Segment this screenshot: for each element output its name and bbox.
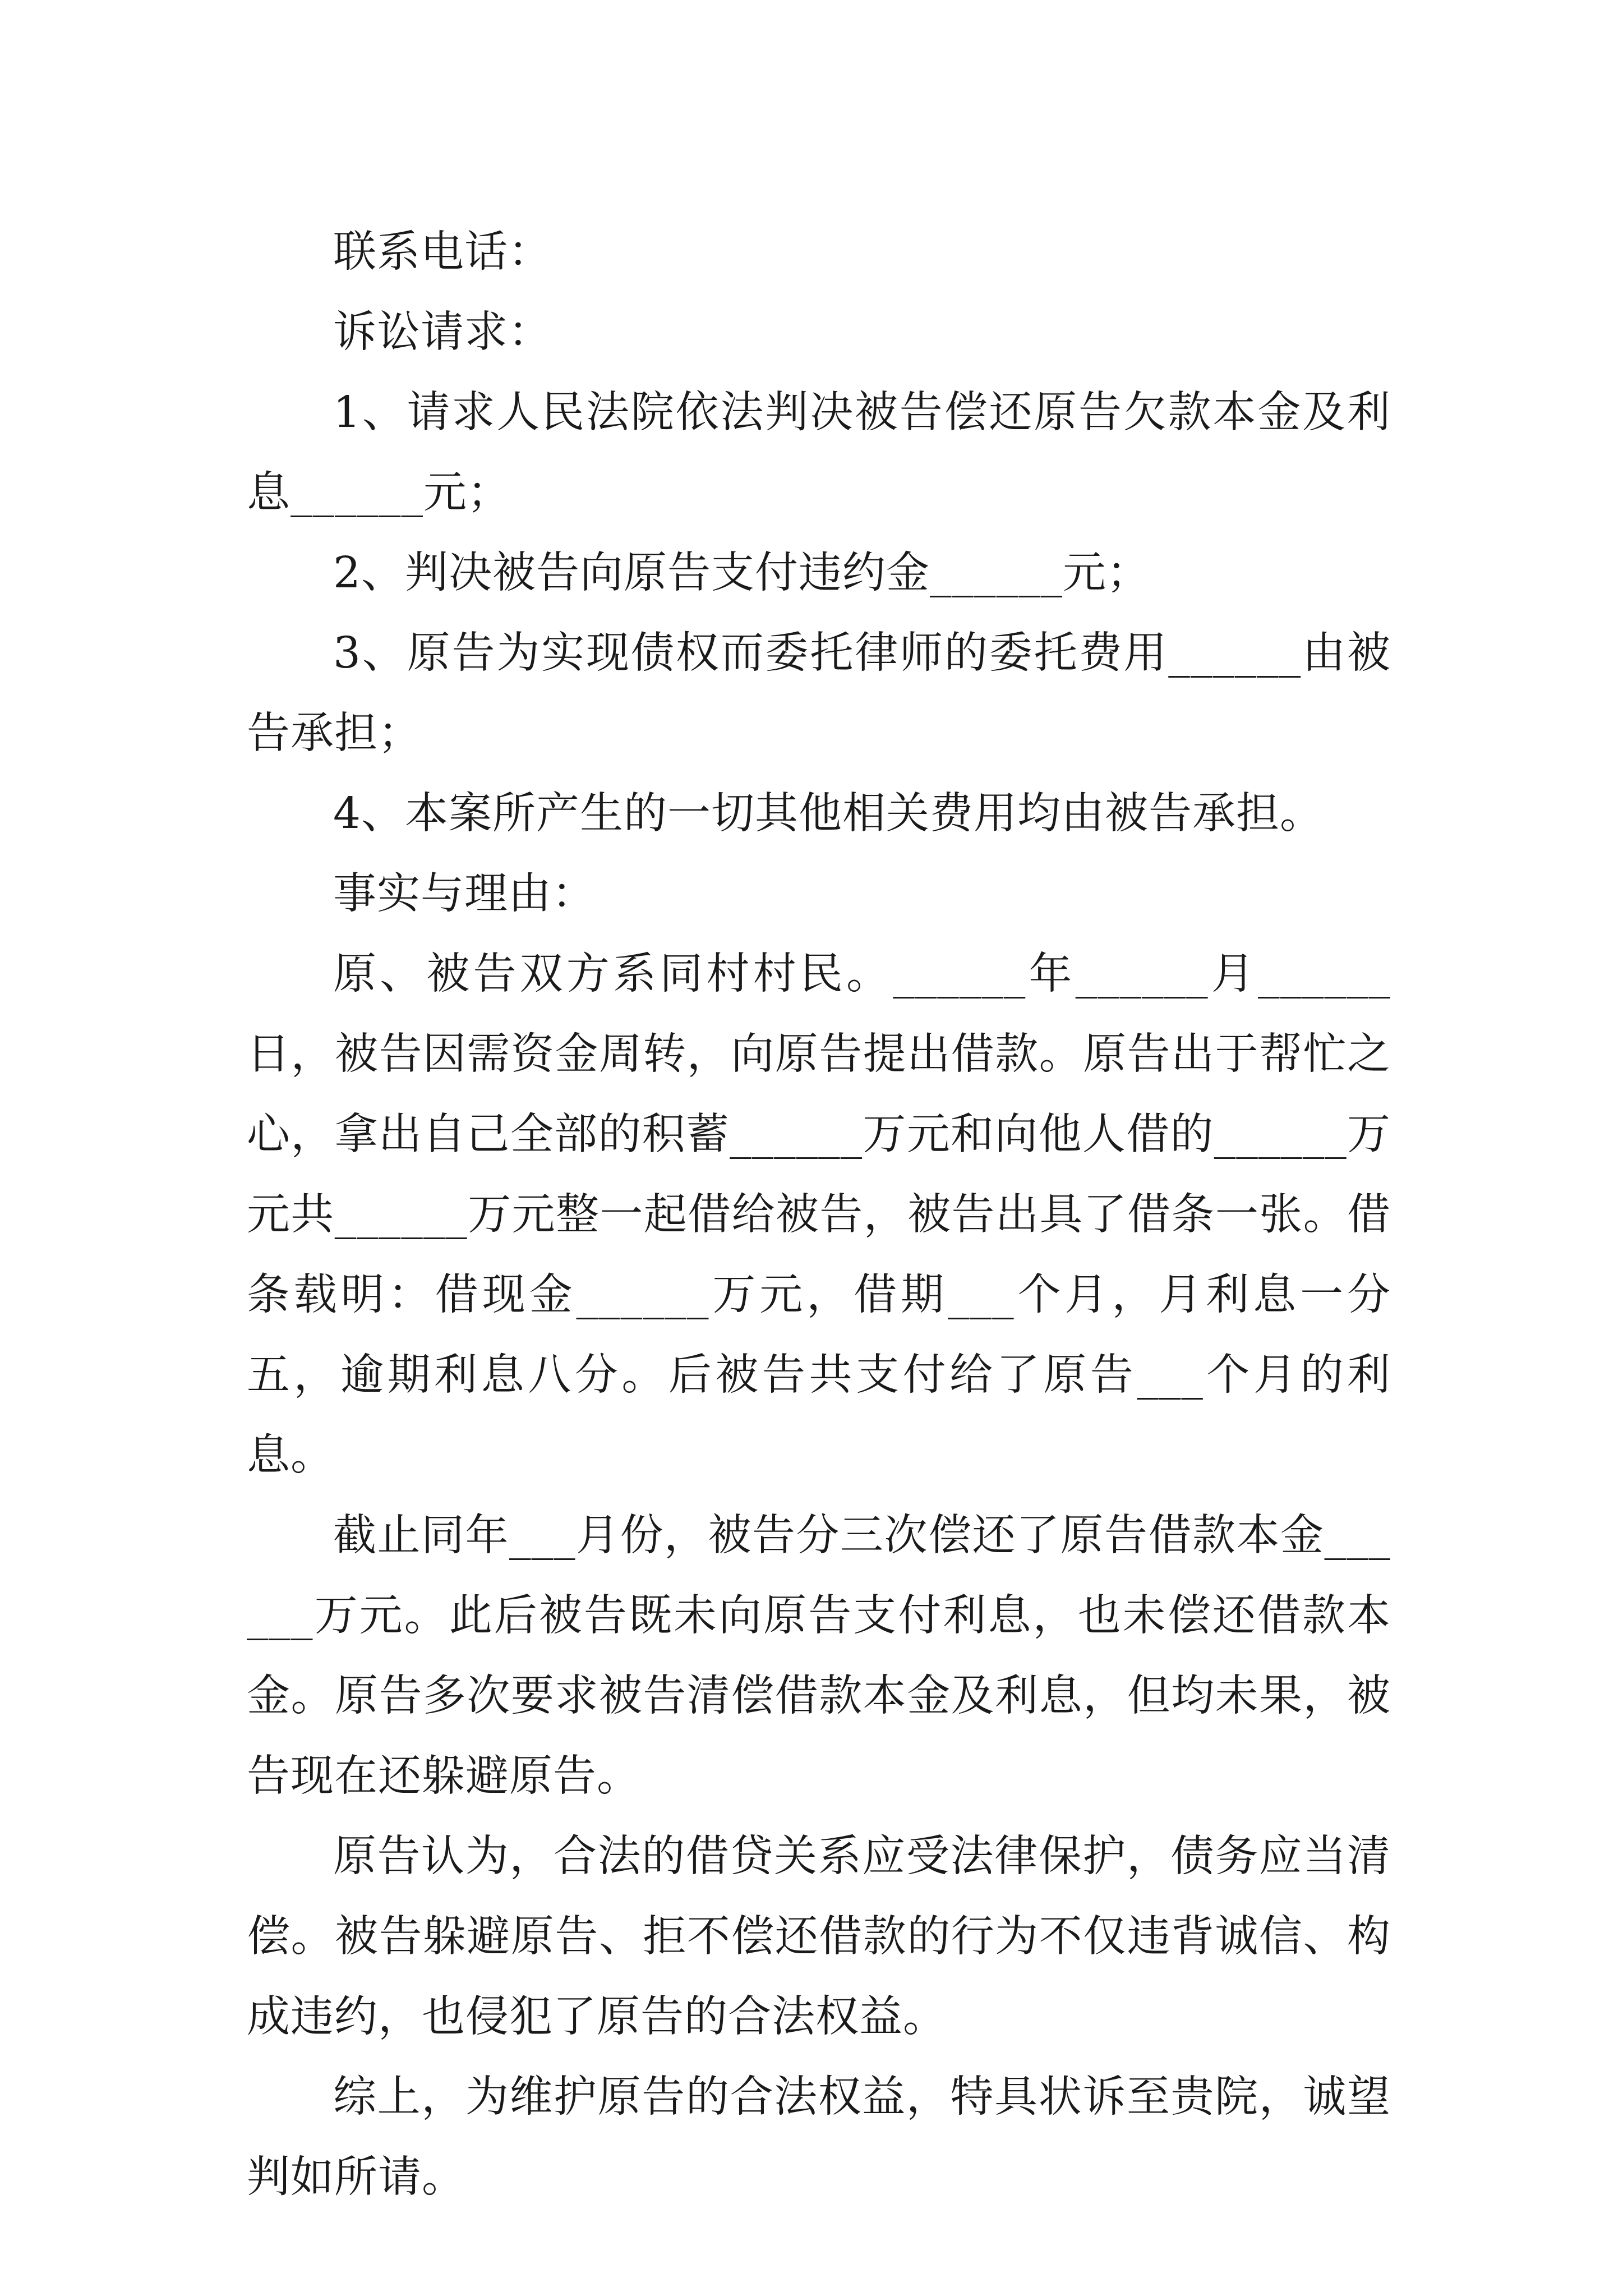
document-body	[247, 212, 1391, 2217]
facts-paragraph: 原、被告双方系同村村民。______年______月______日，被告因需资金周转，向原告提出借款。原告出于帮忙之心，拿出自己全部的积蓄______万元和向他人借的______万元共______万元整一起借给被告，被告出具了借条一张。借条载明：借现金______万元，借期___个月，月利息一分五，逾期利息八分。后被告共支付给了原告___个月的利息。	[247, 949, 1391, 1480]
claim-item: 2、判决被告向原告支付违约金______元；	[333, 548, 1150, 598]
facts-paragraph: 截止同年___月份，被告分三次偿还了原告借款本金______万元。此后被告既未向原告支付利息，也未偿还借款本金。原告多次要求被告清偿借款本金及利息，但均未果，被告现在还躲避原告。	[247, 1511, 1391, 1801]
facts-heading: 事实与理由：	[333, 869, 596, 919]
claim-item: 4、本案所产生的一切其他相关费用均由被告承担。	[333, 789, 1324, 839]
contact-phone-label: 联系电话：	[333, 227, 552, 277]
facts-paragraph: 原告认为，合法的借贷关系应受法律保护，债务应当清偿。被告躲避原告、拒不偿还借款的行为不仅违背诚信、构成违约，也侵犯了原告的合法权益。	[247, 1832, 1391, 2042]
claim-item: 1、请求人民法院依法判决被告偿还原告欠款本金及利息______元；	[247, 388, 1391, 518]
claims-heading: 诉讼请求：	[333, 307, 552, 357]
facts-paragraph: 综上，为维护原告的合法权益，特具状诉至贵院，诚望判如所请。	[247, 2072, 1391, 2202]
claim-item: 3、原告为实现债权而委托律师的委托费用______由被告承担；	[247, 628, 1391, 758]
